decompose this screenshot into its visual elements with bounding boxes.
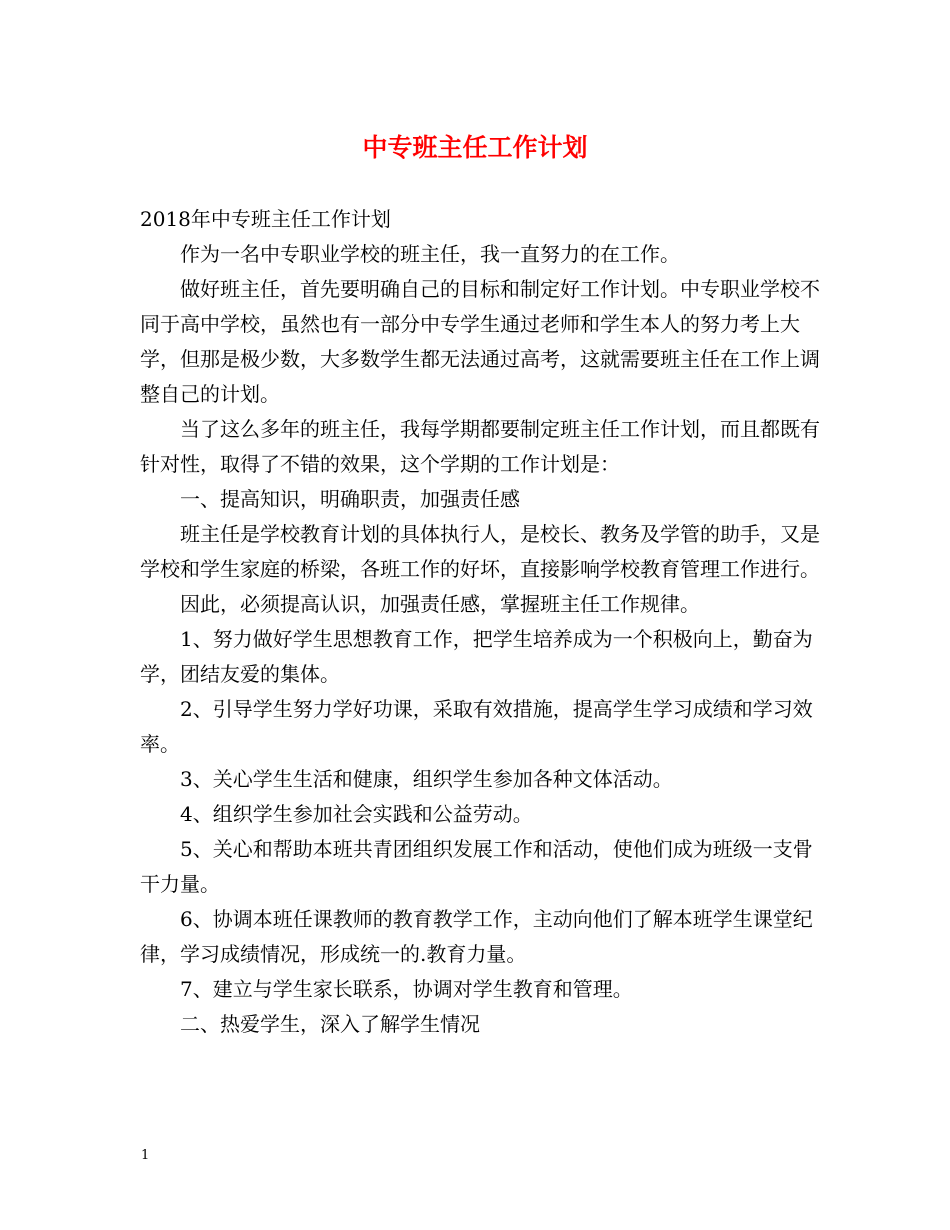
paragraph: 当了这么多年的班主任，我每学期都要制定班主任工作计划，而且都既有针对性，取得了不错的效果，这个学期的工作计划是： — [140, 417, 820, 476]
paragraph: 1、努力做好学生思想教育工作，把学生培养成为一个积极向上，勤奋为学，团结友爱的集体。 — [140, 627, 813, 686]
paragraph: 2018年中专班主任工作计划 — [140, 207, 391, 231]
paragraph: 4、组织学生参加社会实践和公益劳动。 — [180, 802, 533, 826]
paragraph: 一、提高知识，明确职责，加强责任感 — [180, 487, 520, 511]
paragraph: 6、协调本班任课教师的教育教学工作，主动向他们了解本班学生课堂纪律，学习成绩情况，形成统一的.教育力量。 — [140, 907, 813, 966]
paragraph: 5、关心和帮助本班共青团组织发展工作和活动，使他们成为班级一支骨干力量。 — [140, 837, 813, 896]
document-title: 中专班主任工作计划 — [362, 133, 588, 162]
paragraph: 因此，必须提高认识，加强责任感，掌握班主任工作规律。 — [180, 592, 700, 616]
paragraph: 班主任是学校教育计划的具体执行人，是校长、教务及学管的助手，又是学校和学生家庭的桥梁，各班工作的好坏，直接影响学校教育管理工作进行。 — [140, 522, 820, 581]
paragraph: 3、关心学生生活和健康，组织学生参加各种文体活动。 — [180, 767, 673, 791]
paragraph: 做好班主任，首先要明确自己的目标和制定好工作计划。中专职业学校不同于高中学校，虽然也有一部分中专学生通过老师和学生本人的努力考上大学，但那是极少数，大多数学生都无法通过高考，这就需要班主任在工作上调整自己的计划。 — [140, 277, 820, 406]
paragraph: 7、建立与学生家长联系，协调对学生教育和管理。 — [180, 977, 633, 1001]
paragraph: 2、引导学生努力学好功课，采取有效措施，提高学生学习成绩和学习效率。 — [140, 697, 813, 756]
paragraph: 作为一名中专职业学校的班主任，我一直努力的在工作。 — [180, 242, 680, 266]
paragraph: 二、热爱学生，深入了解学生情况 — [180, 1012, 480, 1036]
document-body — [140, 202, 820, 1042]
page-number: 1 — [141, 1148, 150, 1163]
